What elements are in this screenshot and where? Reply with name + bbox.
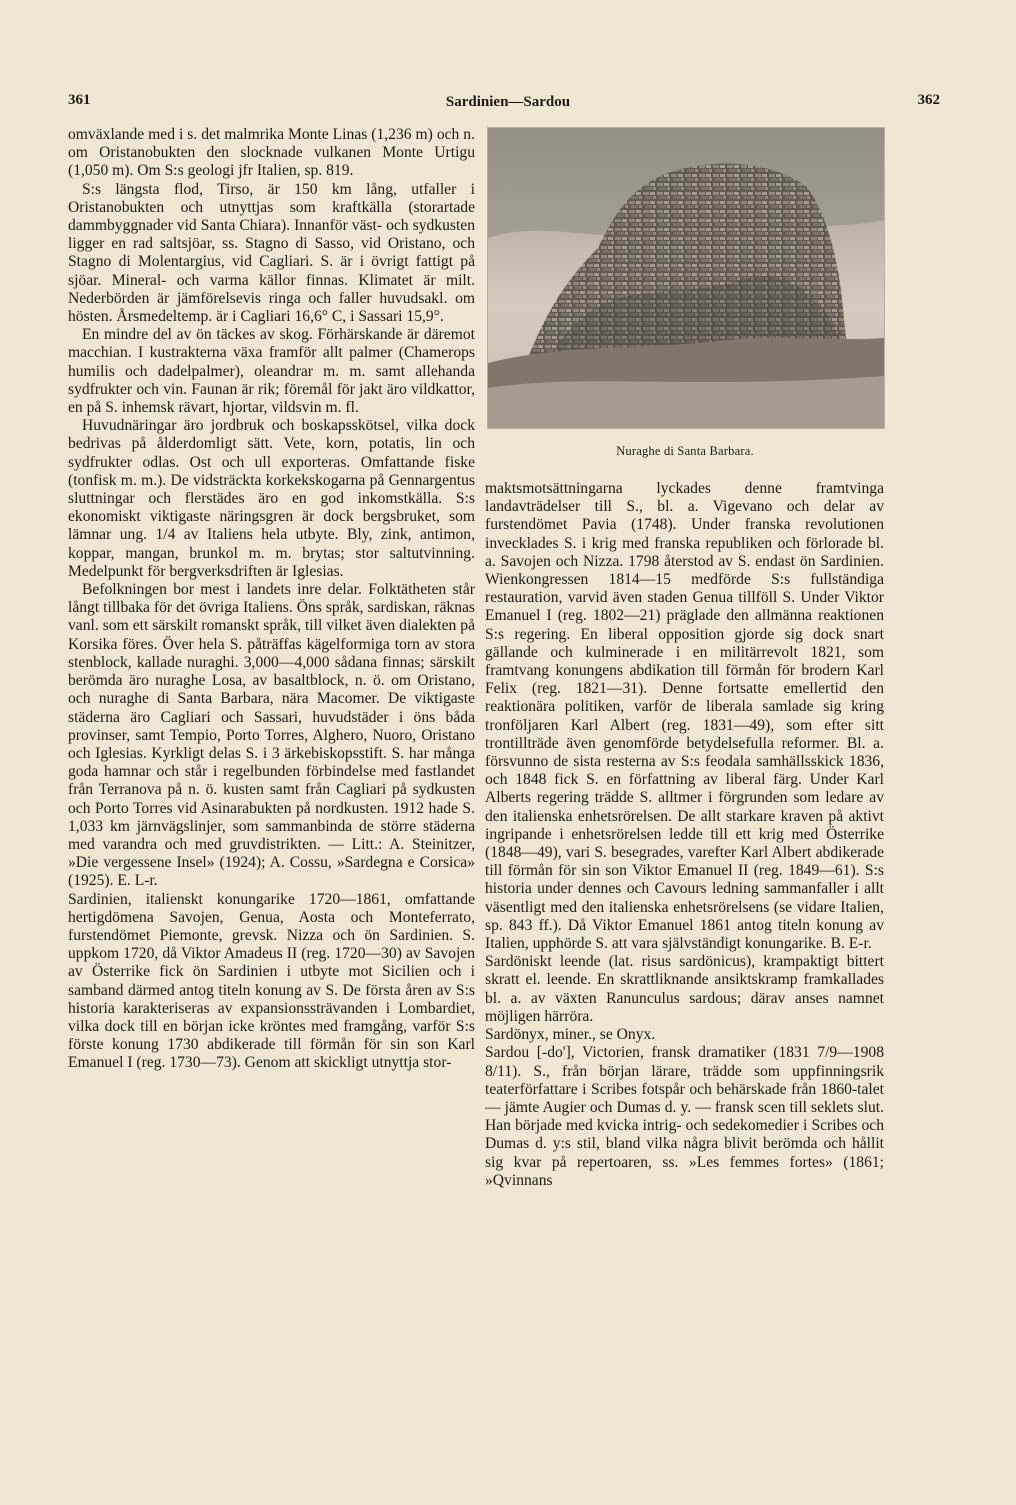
entry-sardonyx: Sardönyx, miner., se Onyx. <box>485 1026 656 1044</box>
running-title: Sardinien—Sardou <box>445 94 571 110</box>
paragraph: Huvudnäringar äro jordbruk och boskapsskötsel, vilka dock bedrivas på ålderdomligt sätt. Vete, korn, potatis, lin och sydfrukter odlas. Ost och ull exporteras. Omfattande fiske (tonfisk m. m.). De vidsträckta korkekskogarna på Gennargentus sluttningar och flerstädes äro en god inkomstkälla. S:s ekonomiskt viktigaste näringsgren är dock bergsbruket, som lämnar ung. 1/4 av Italiens hela utbyte. Bly, zink, antimon, koppar, mangan, brunkol m. m. brytas; stor saltutvinning. Medelpunkt för bergverksdriften är Iglesias. <box>68 417 475 580</box>
paragraph: S:s längsta flod, Tirso, är 150 km lång, utfaller i Oristanobukten och utnyttjas som kraftkälla (storartade dammbyggnader vid Santa Chiara). Innanför väst- och sydkusten ligger en rad saltsjöar, ss. Stagno di Sasso, vid Oristano, och Stagno di Molentargius, vid Cagliari. S. är i övrigt fattigt på sjöar. Mineral- och varma källor finnas. Klimatet är milt. Nederbörden är jämförelsevis ringa och faller huvudsakl. om hösten. Årsmedeltemp. är i Cagliari 16,6° C, i Sassari 15,9°. <box>68 180 475 326</box>
paragraph: Befolkningen bor mest i landets inre delar. Folktätheten står långt tillbaka för det övriga Italiens. Öns språk, sardiskan, räknas vanl. som ett särskilt romanskt språk, till vilket även dialekten på Korsika föres. Över hela S. påträffas kägelformiga torn av stora stenblock, kallade nuraghi. 3,000—4,000 sådana finnas; särskilt berömda äro nuraghe Losa, av basaltblock, n. ö. om Oristano, och nuraghe di Santa Barbara, nära Macomer. De viktigaste städerna äro Cagliari och Sassari, huvudstäder i öns båda provinser, samt Tempio, Porto Torres, Alghero, Nuoro, Oristano och Iglesias. Kyrkligt delas S. i 3 ärkebiskopsstift. S. har många goda hamnar och står i regelbunden förbindelse med fastlandet från Terranova på n. ö. kusten samt från Cagliari på sydkusten och Porto Torres vid Asinarabukten på nordkusten. 1912 hade S. 1,033 km järnvägslinjer, som sammanbinda de större städerna med varandra och med gruvdistrikten. — Litt.: A. Steinitzer, »Die vergessene Insel» (1924); A. Cossu, »Sardegna e Corsica» (1925). E. L-r. <box>68 581 475 890</box>
paragraph: maktsmotsättningarna lyckades denne framtvinga landavträdelser till S., bl. a. Vigevano och delar av furstendömet Pavia (1748). Under franska revolutionen invecklades S. i krig med franska republiken och förlorade bl. a. Savojen och Nizza. 1798 återstod av S. endast ön Sardinien. Wienkongressen 1814—15 medförde S:s fullständiga restauration, varvid även staden Genua tillföll S. Under Viktor Emanuel I (reg. 1802—21) präglade den allmänna reaktionen S:s regering. En liberal opposition gjorde sig dock snart gällande och kulminerade i en militärrevolt 1821, som framtvang konungens abdikation till förmån för brodern Karl Felix (reg. 1821—31). Denne fortsatte emellertid den reaktionära politiken, varför de liberala samlade sig kring tronföljaren Karl Albert (reg. 1831—49), som efter sitt trontillträde även genomförde betydelsefulla reformer. Bl. a. försvunno de sista resterna av S:s feodala samhällsskick 1836, och 1848 fick S. en författning av liberal färg. Under Karl Alberts regering trädde S. alltmer i förgrunden som ledare av den italienska enhetsrörelsen. De allt starkare kraven på aktivt ingripande i enhetsrörelsen ledde till ett krig med Österrike (1848—49), vari S. besegrades, varefter Karl Albert abdikerade till förmån för sin son Viktor Emanuel II (reg. 1849—61). S:s historia under dennes och Cavours ledning sammanfaller i allt väsentligt med den italienska enhetsrörelsens (se vidare Italien, sp. 843 ff.). Då Viktor Emanuel 1861 antog titeln konung av Italien, upphörde S. att vara självständigt konungarike. B. E-r. <box>485 480 884 953</box>
right-column <box>485 480 884 1190</box>
nuraghe-photo <box>487 127 885 429</box>
nuraghe-illustration <box>488 128 884 428</box>
page-number-left: 361 <box>68 92 91 108</box>
paragraph: En mindre del av ön täckes av skog. Förhärskande är däremot macchian. I kustrakterna växa framför allt palmer (Chamerops humilis och dadelpalmer), oleandrar m. m. samt allehanda sydfrukter och vin. Faunan är rik; föremål för jakt äro vildkattor, en på S. inhemsk rävart, hjortar, vildsvin m. fl. <box>68 326 475 417</box>
paragraph: omväxlande med i s. det malmrika Monte Linas (1,236 m) och n. om Oristanobukten den slocknade vulkanen Monte Urtigu (1,050 m). Om S:s geologi jfr Italien, sp. 819. <box>68 126 475 180</box>
figure-caption: Nuraghe di Santa Barbara. <box>616 444 754 458</box>
left-column <box>68 126 475 1073</box>
page-number-right: 362 <box>917 92 940 108</box>
entry-sardoniskt-leende: Sardöniskt leende (lat. risus sardönicus), krampaktigt bittert skratt el. leende. En skrattliknande ansiktskramp framkallades bl. a. av växten Ranunculus sardous; därav anses namnet möjligen härröra. <box>485 953 884 1025</box>
entry-sardinien: Sardinien, italienskt konungarike 1720—1861, omfattande hertigdömena Savojen, Genua, Aosta och Monteferrato, furstendömet Piemonte, grevsk. Nizza och ön Sardinien. S. uppkom 1720, då Viktor Amadeus II (reg. 1720—30) av Savojen av Österrike fick ön Sardinien i utbyte mot Sicilien och i samband därmed antog titeln konung av S. De första åren av S:s historia karakteriseras av expansionssträvanden i Lombardiet, vilka dock till en början icke kröntes med framgång, varför S:s förste konung 1730 abdikerade till förmån för sin son Karl Emanuel I (reg. 1730—73). Genom att skickligt utnyttja stor- <box>68 890 475 1072</box>
entry-sardou: Sardou [-do'], Victorien, fransk dramatiker (1831 7/9—1908 8/11). S., från början lärare, trädde som uppfinningsrik teaterförfattare i Scribes fotspår och behärskade från 1860-talet — jämte Augier och Dumas d. y. — fransk scen till seklets slut. Han började med kvicka intrig- och sedekomedier i Scribes och Dumas d. y:s stil, bland vilka några blivit berömda och hållit sig kvar på repertoaren, ss. »Les femmes fortes» (1861; »Qvinnans <box>485 1044 884 1189</box>
